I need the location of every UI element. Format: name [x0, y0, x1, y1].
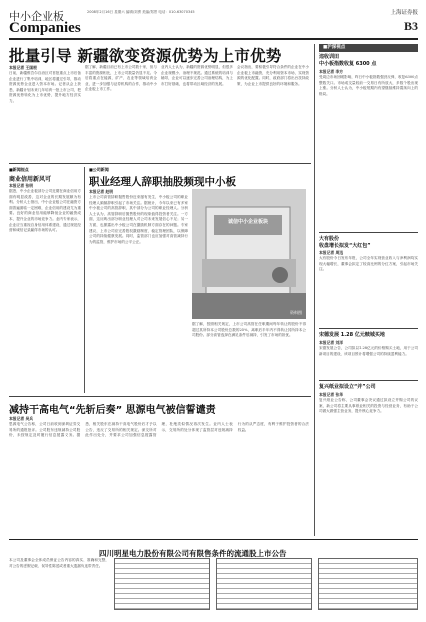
lead-story-col2: 据了解，新疆目前已有上市公司数十家，但与丰富的资源相比，上市公司数量仍显不足。今后将重点在能源、矿产、农业等领域培育企业，进一步加强与证券机构的合作，推动中小企业板上市工作。 — [85, 65, 157, 92]
main-headline: 批量引导 新疆欲变资源优势为上市优势 — [9, 47, 282, 65]
photo-caption: 资料图 — [290, 310, 302, 315]
rail-story3-body: 宋德发展公告，公司拟以1.28亿元的价格购买土地，用于公司新项目的建设，该项目预计将增强公司的持续盈利能力。 — [319, 346, 418, 356]
paper-name: 上海证券报 — [390, 10, 418, 16]
announcement-title: 四川明星电力股份有限公司有限售条件的流通股上市公告 — [99, 549, 287, 558]
rail-story4-body: 复兴纸业公告称，公司董事会决议通过拟设立并购公司的议案，新公司将主要从事纸业相关的投资与经营业务，有助于公司做大做强主营业务，提升核心竞争力。 — [319, 398, 418, 414]
rail-story1-body: 受周边市场回暖影响，昨日中小板指数强劲反弹，收复6300点整数关口。市场成交量较前一交易日有所放大，多数个股出现上涨。分析人士认为，中小板短期内有望继续维持震荡向上的格局。 — [319, 75, 418, 96]
feature-label: ■公司新闻 — [89, 167, 109, 172]
lead-story-col4: 会议指出，要积极引导符合条件的企业在中小企业板上市融资，充分利用资本市场，实现资源的优化配置。同时，政府部门将出台扶持政策，为企业上市提供良好的环境和服务。 — [237, 65, 309, 86]
masthead — [9, 8, 418, 48]
left-section-byline: 本报记者 张明 — [9, 183, 34, 188]
section-name-en: Companies — [9, 20, 81, 36]
photo-sign-text: 诚信中小企业板块 — [227, 219, 268, 225]
rail-divider — [319, 328, 418, 329]
masthead-meta: 2008年2月16日 星期六 编辑/刘勇 美编/郑景 电话：010-63070345 — [87, 10, 195, 14]
announcement-table — [318, 558, 418, 610]
photo-illustration — [192, 189, 306, 319]
newspaper-page — [9, 8, 418, 614]
left-section-title: 商业信用新风可 — [9, 176, 52, 183]
rail-story3-title: 宋德发展 1.28 亿元赎城买地 — [319, 332, 385, 338]
lead-story-col3: 业内人士认为，新疆的资源优势明显，但很多企业规模小、治理不规范。通过系统的培训与辅导，企业可以逐步完善公司治理结构，为上市打好基础，也将带动区域经济的发展。 — [161, 65, 233, 86]
main-byline: 本报记者 王国根 — [9, 65, 37, 70]
rail-story4-byline: 本报记者 张华 — [319, 392, 344, 397]
rail-story4-title: 复兴纸业拟设立“并”公司 — [319, 384, 376, 390]
rail-divider — [319, 380, 418, 381]
rail-story2-body: 大有股份今日发布年报，公司全年实现营业收入与净利润均实现大幅增长，董事会拟定了较高比例的分红方案，引起市场关注。 — [319, 256, 418, 272]
divider-line — [9, 163, 311, 164]
rail-story2-title: 大有股份 收盘增长拟发“大红包” — [319, 236, 371, 249]
rail-story1-byline: 本报记者 李方 — [319, 69, 344, 74]
divider-line — [9, 396, 311, 397]
bottom-story-body: 思源电气公告称，公司日前收到深圳证券交易所的通报批评。公司股东违规减持公司股份，未按规定及时履行信息披露义务。据悉，相关股东在减持干高电气股份后才予以公告，违反了交易所的相关规定。深交所对此作出处分，并要求公司加强信息披露管理，杜绝类似情况再次发生。业内人士表示，交易所的处分体现了监管层对违规减持行为的从严态度，有利于维护投资者的合法权益。 — [9, 422, 309, 438]
lead-story-col1: 日前，新疆维吾尔自治区对首批重点上市后备企业进行了集中培训，地区将通过引导，推动资源优势企业进入资本市场。记者从会上获悉，新疆计划未来几年培育一批上市公司，把资源优势转化为上市优势，提升地方经济实力。 — [9, 71, 81, 103]
rail-story3-byline: 本报记者 刘洋 — [319, 340, 344, 345]
rail-story1-title: 违收训田 中小板指数收复 6300 点 — [319, 54, 377, 67]
announcement-table — [216, 558, 312, 610]
feature-body-cont: 据了解，按照相关规定，上市公司高管在任职期间每年转让的股份不得超过其所持本公司股份总数的25%，离职后半年内不得转让其所持本公司股份。部分高管选择在满足条件后减持，引发了市场的担忧。 — [192, 322, 306, 338]
column-divider — [84, 167, 85, 393]
feature-title: 职业经理人辞职抽股频现中小板 — [89, 176, 236, 188]
rail-label: ■沪深视点 — [319, 44, 418, 52]
column-divider — [314, 44, 315, 536]
section-name: 中小企业板 — [9, 10, 64, 23]
left-section-label: ■新闻视点 — [9, 167, 29, 172]
bottom-story-byline: 本报记者 吴兵 — [9, 416, 34, 421]
masthead-rule — [9, 38, 418, 40]
rail-divider — [319, 232, 418, 233]
feature-body: 上市公司高管辞职抛售股份近来屡有发生，中小板公司的职业经理人频频辞职引起了市场关注。据统计，今年以来已有多家中小板公司的高管辞职，其中部分为公司的职业经理人。分析人士认为，高管辞职后抛售股份的现象值得投资者关注。一方面，这反映出部分职业经理人对公司未来发展信心不足；另一方面，也暴露出中小板公司在激励机制方面存在的问题。专家建议，上市公司应完善股权激励制度，稳定管理团队，以保障公司的持续健康发展。同时，监管部门也应加强对高管减持行为的监管，维护市场的公平公正。 — [89, 195, 188, 244]
feature-byline: 本报记者 赵明 — [89, 189, 114, 194]
rail-story2-byline: 本报记者 周迅 — [319, 250, 344, 255]
bottom-story-title: 减持干高电气“先斩后奏” 思源电气被信誓谴责 — [9, 405, 216, 416]
feature-photo — [192, 189, 306, 319]
page-number: B3 — [403, 19, 418, 33]
announcement-table — [114, 558, 210, 610]
left-section-body: 据悉，中小企业板部分公司近期在商业信用方面有明显改善，这对企业的长期发展颇为有利。分析人士指出，中小企业板公司在融资方面普遍面临一定困难，企业信用的建设尤为重要。良好的商业信用能够降低企业的融资成本，提升企业的市场竞争力。业内专家表示，企业应当重视自身信用体系建设，通过规范经营和诚信记录赢得市场的认可。 — [9, 189, 81, 233]
announcement-note: 本公司及董事会全体成员保证公告内容的真实、准确和完整，对公告的虚假记载、误导性陈述或者重大遗漏负连带责任。 — [9, 558, 109, 568]
